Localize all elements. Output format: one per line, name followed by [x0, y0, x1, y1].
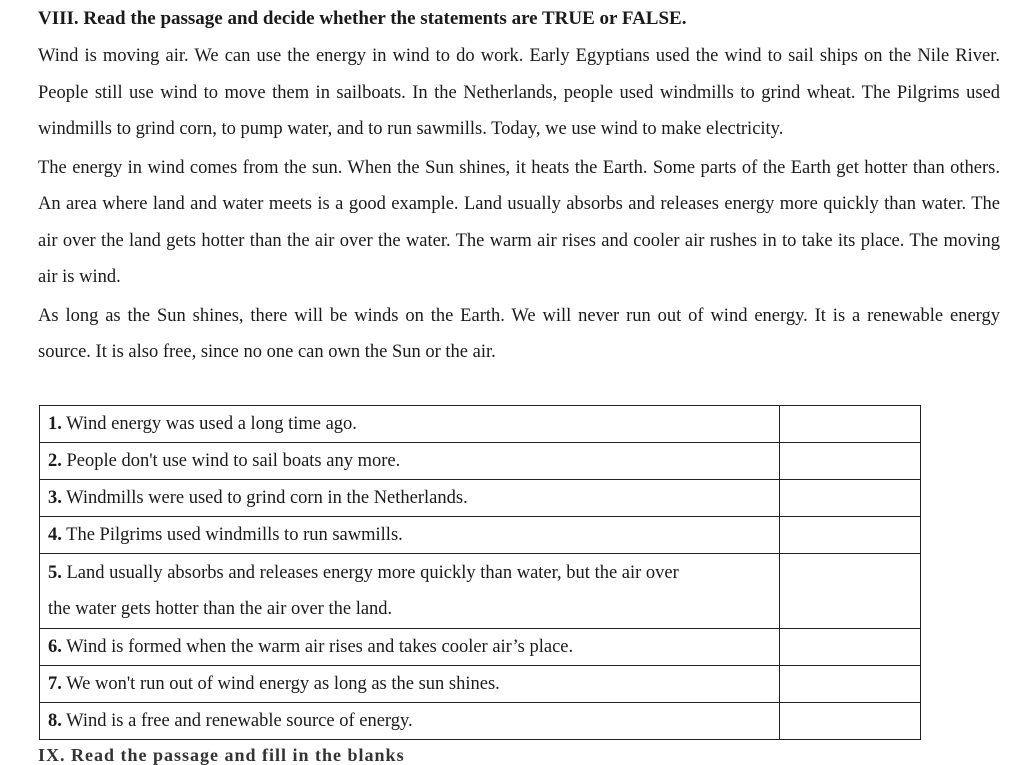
table-row	[40, 406, 921, 443]
next-section-heading-cutoff	[38, 745, 438, 765]
statement-cell-7	[40, 666, 780, 703]
statement-number: 4.	[48, 525, 62, 545]
statement-cell-1	[40, 406, 780, 443]
statement-text-continued: the water gets hotter than the air over the land.	[48, 599, 393, 619]
next-section-heading: IX. Read the passage and fill in the blanks	[38, 745, 405, 765]
answer-cell-4[interactable]	[780, 517, 921, 554]
statement-text: Wind is formed when the warm air rises and takes cooler air’s place.	[66, 637, 574, 657]
answer-cell-8[interactable]	[780, 703, 921, 740]
statement-number: 1.	[48, 414, 62, 434]
statement-number: 7.	[48, 674, 62, 694]
table-row	[40, 554, 921, 629]
statement-cell-3	[40, 480, 780, 517]
statement-number: 5.	[48, 563, 62, 583]
table-row	[40, 703, 921, 740]
statement-number: 3.	[48, 488, 62, 508]
answer-cell-7[interactable]	[780, 666, 921, 703]
statement-text: We won't run out of wind energy as long as the sun shines.	[66, 674, 500, 694]
statement-cell-2	[40, 443, 780, 480]
statement-cell-4	[40, 517, 780, 554]
answer-cell-1[interactable]	[780, 406, 921, 443]
true-false-table	[39, 405, 921, 740]
statement-number: 2.	[48, 451, 62, 471]
table-row	[40, 480, 921, 517]
statement-number: 6.	[48, 637, 62, 657]
table-row	[40, 666, 921, 703]
passage-paragraph-2: The energy in wind comes from the sun. When the Sun shines, it heats the Earth. Some parts of the Earth get hotter than others. An area where land and water meets is a good example. Land usually absorbs and releases energy more quickly than water. The air over the land gets hotter than the air over the water. The warm air rises and cooler air rushes in to take its place. The moving air is wind.	[38, 157, 1000, 287]
answer-cell-6[interactable]	[780, 629, 921, 666]
table-row	[40, 443, 921, 480]
statement-text: Land usually absorbs and releases energy more quickly than water, but the air over	[66, 563, 679, 583]
statement-text: Wind energy was used a long time ago.	[66, 414, 357, 434]
passage-paragraph-1: Wind is moving air. We can use the energy in wind to do work. Early Egyptians used the wind to sail ships on the Nile River. People still use wind to move them in sailboats. In the Netherlands, people used windmills to grind wheat. The Pilgrims used windmills to grind corn, to pump water, and to run sawmills. Today, we use wind to make electricity.	[38, 46, 1000, 139]
table-row	[40, 629, 921, 666]
statement-text: Windmills were used to grind corn in the Netherlands.	[66, 488, 468, 508]
statement-cell-8	[40, 703, 780, 740]
passage-paragraph-3: As long as the Sun shines, there will be winds on the Earth. We will never run out of wind energy. It is a renewable energy source. It is also free, since no one can own the Sun or the air.	[38, 305, 1000, 362]
statement-text: The Pilgrims used windmills to run sawmills.	[66, 525, 403, 545]
answer-cell-3[interactable]	[780, 480, 921, 517]
statement-cell-5	[40, 554, 780, 629]
answer-cell-5[interactable]	[780, 554, 921, 629]
statement-text: Wind is a free and renewable source of energy.	[66, 711, 413, 731]
statement-text: People don't use wind to sail boats any more.	[66, 451, 401, 471]
worksheet-page	[38, 6, 1000, 371]
statement-cell-6	[40, 629, 780, 666]
section-heading: VIII. Read the passage and decide whether the statements are TRUE or FALSE.	[38, 8, 687, 29]
answer-cell-2[interactable]	[780, 443, 921, 480]
statement-number: 8.	[48, 711, 62, 731]
table-row	[40, 517, 921, 554]
